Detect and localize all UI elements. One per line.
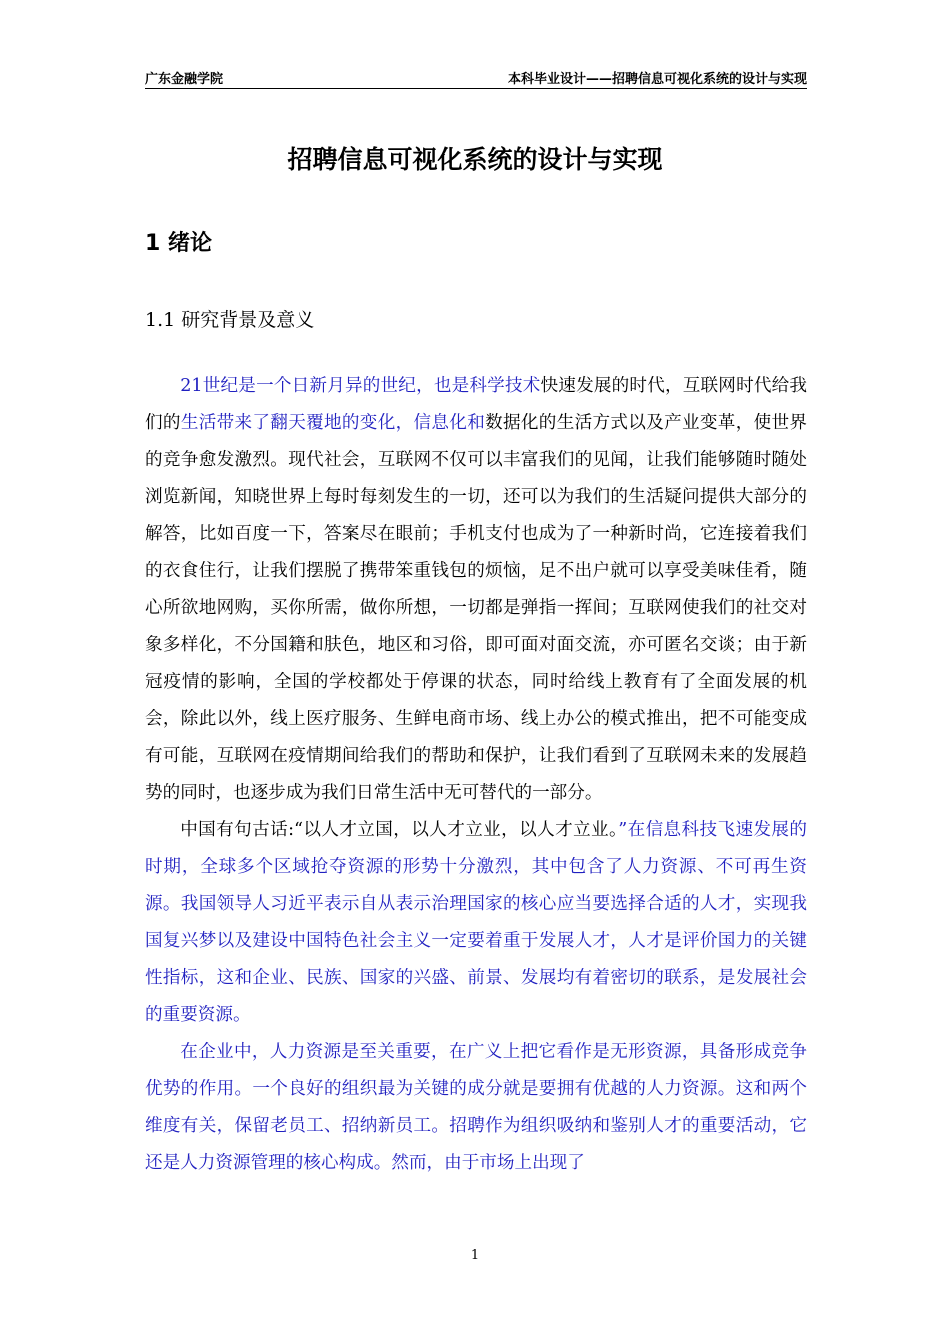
document-title: 招聘信息可视化系统的设计与实现 <box>287 145 663 174</box>
header-institution: 广东金融学院 <box>145 72 224 87</box>
chapter-heading: 1 绪论 <box>145 231 212 256</box>
paragraph-1-run: 21世纪是一个日新月异的世纪，也是科学技术 <box>180 376 541 396</box>
paragraph-3-run: 在企业中，人力资源是至关重要，在广义上把它看作是无形资源，具备形成竞争优势的作用。一个良好的组织最为关键的成分就是要拥有优越的人力资源。这和两个维度有关，保留老员工、招纳新员工。招聘作为组织吸纳和鉴别人才的重要活动，它还是人力资源管理的核心构成。然而，由于市场上出现了 <box>145 1042 807 1173</box>
paragraph-2-run: 中国有句古话:“以人才立国，以人才立业，以人才立业。 <box>180 820 619 840</box>
paragraph-1 <box>145 368 807 812</box>
page-number: 1 <box>470 1248 480 1263</box>
body-content <box>145 368 807 1182</box>
paragraph-2-run: ”在信息科技飞速发展的时期，全球多个区域抢夺资源的形势十分激烈，其中包含了人力资源、不可再生资源。我国领导人习近平表示自从表示治理国家的核心应当要选择合适的人才，实现我国复兴梦以及建设中国特色社会主义一定要着重于发展人才，人才是评价国力的关键性指标，这和企业、民族、国家的兴盛、前景、发展均有着密切的联系，是发展社会的重要资源。 <box>145 820 808 1025</box>
paragraph-2 <box>145 812 807 1034</box>
paragraph-1-run: 快速发展的时代，互联网时代给我们的 <box>145 376 807 433</box>
paragraph-3 <box>145 1034 807 1182</box>
section-heading: 1.1 研究背景及意义 <box>145 309 315 331</box>
page-header <box>145 66 807 89</box>
paragraph-1-run: 生活带来了翻天覆地的变化，信息化和 <box>180 413 486 433</box>
paragraph-1-run: 数据化的生活方式以及产业变革，使世界的竞争愈发激烈。现代社会，互联网不仅可以丰富我们的见闻，让我们能够随时随处浏览新闻，知晓世界上每时每刻发生的一切，还可以为我们的生活疑问提供大部分的解答，比如百度一下，答案尽在眼前；手机支付也成为了一种新时尚，它连接着我们的衣食住行，让我们摆脱了携带笨重钱包的烦恼，足不出户就可以享受美味佳肴，随心所欲地网购，买你所需，做你所想，一切都是弹指一挥间；互联网使我们的社交对象多样化，不分国籍和肤色，地区和习俗，即可面对面交流，亦可匿名交谈；由于新冠疫情的影响，全国的学校都处于停课的状态，同时给线上教育有了全面发展的机会，除此以外，线上医疗服务、生鲜电商市场、线上办公的模式推出，把不可能变成有可能，互联网在疫情期间给我们的帮助和保护，让我们看到了互联网未来的发展趋势的同时，也逐步成为我们日常生活中无可替代的一部分。 <box>145 413 807 803</box>
header-thesis-title: 本科毕业设计——招聘信息可视化系统的设计与实现 <box>507 72 807 87</box>
